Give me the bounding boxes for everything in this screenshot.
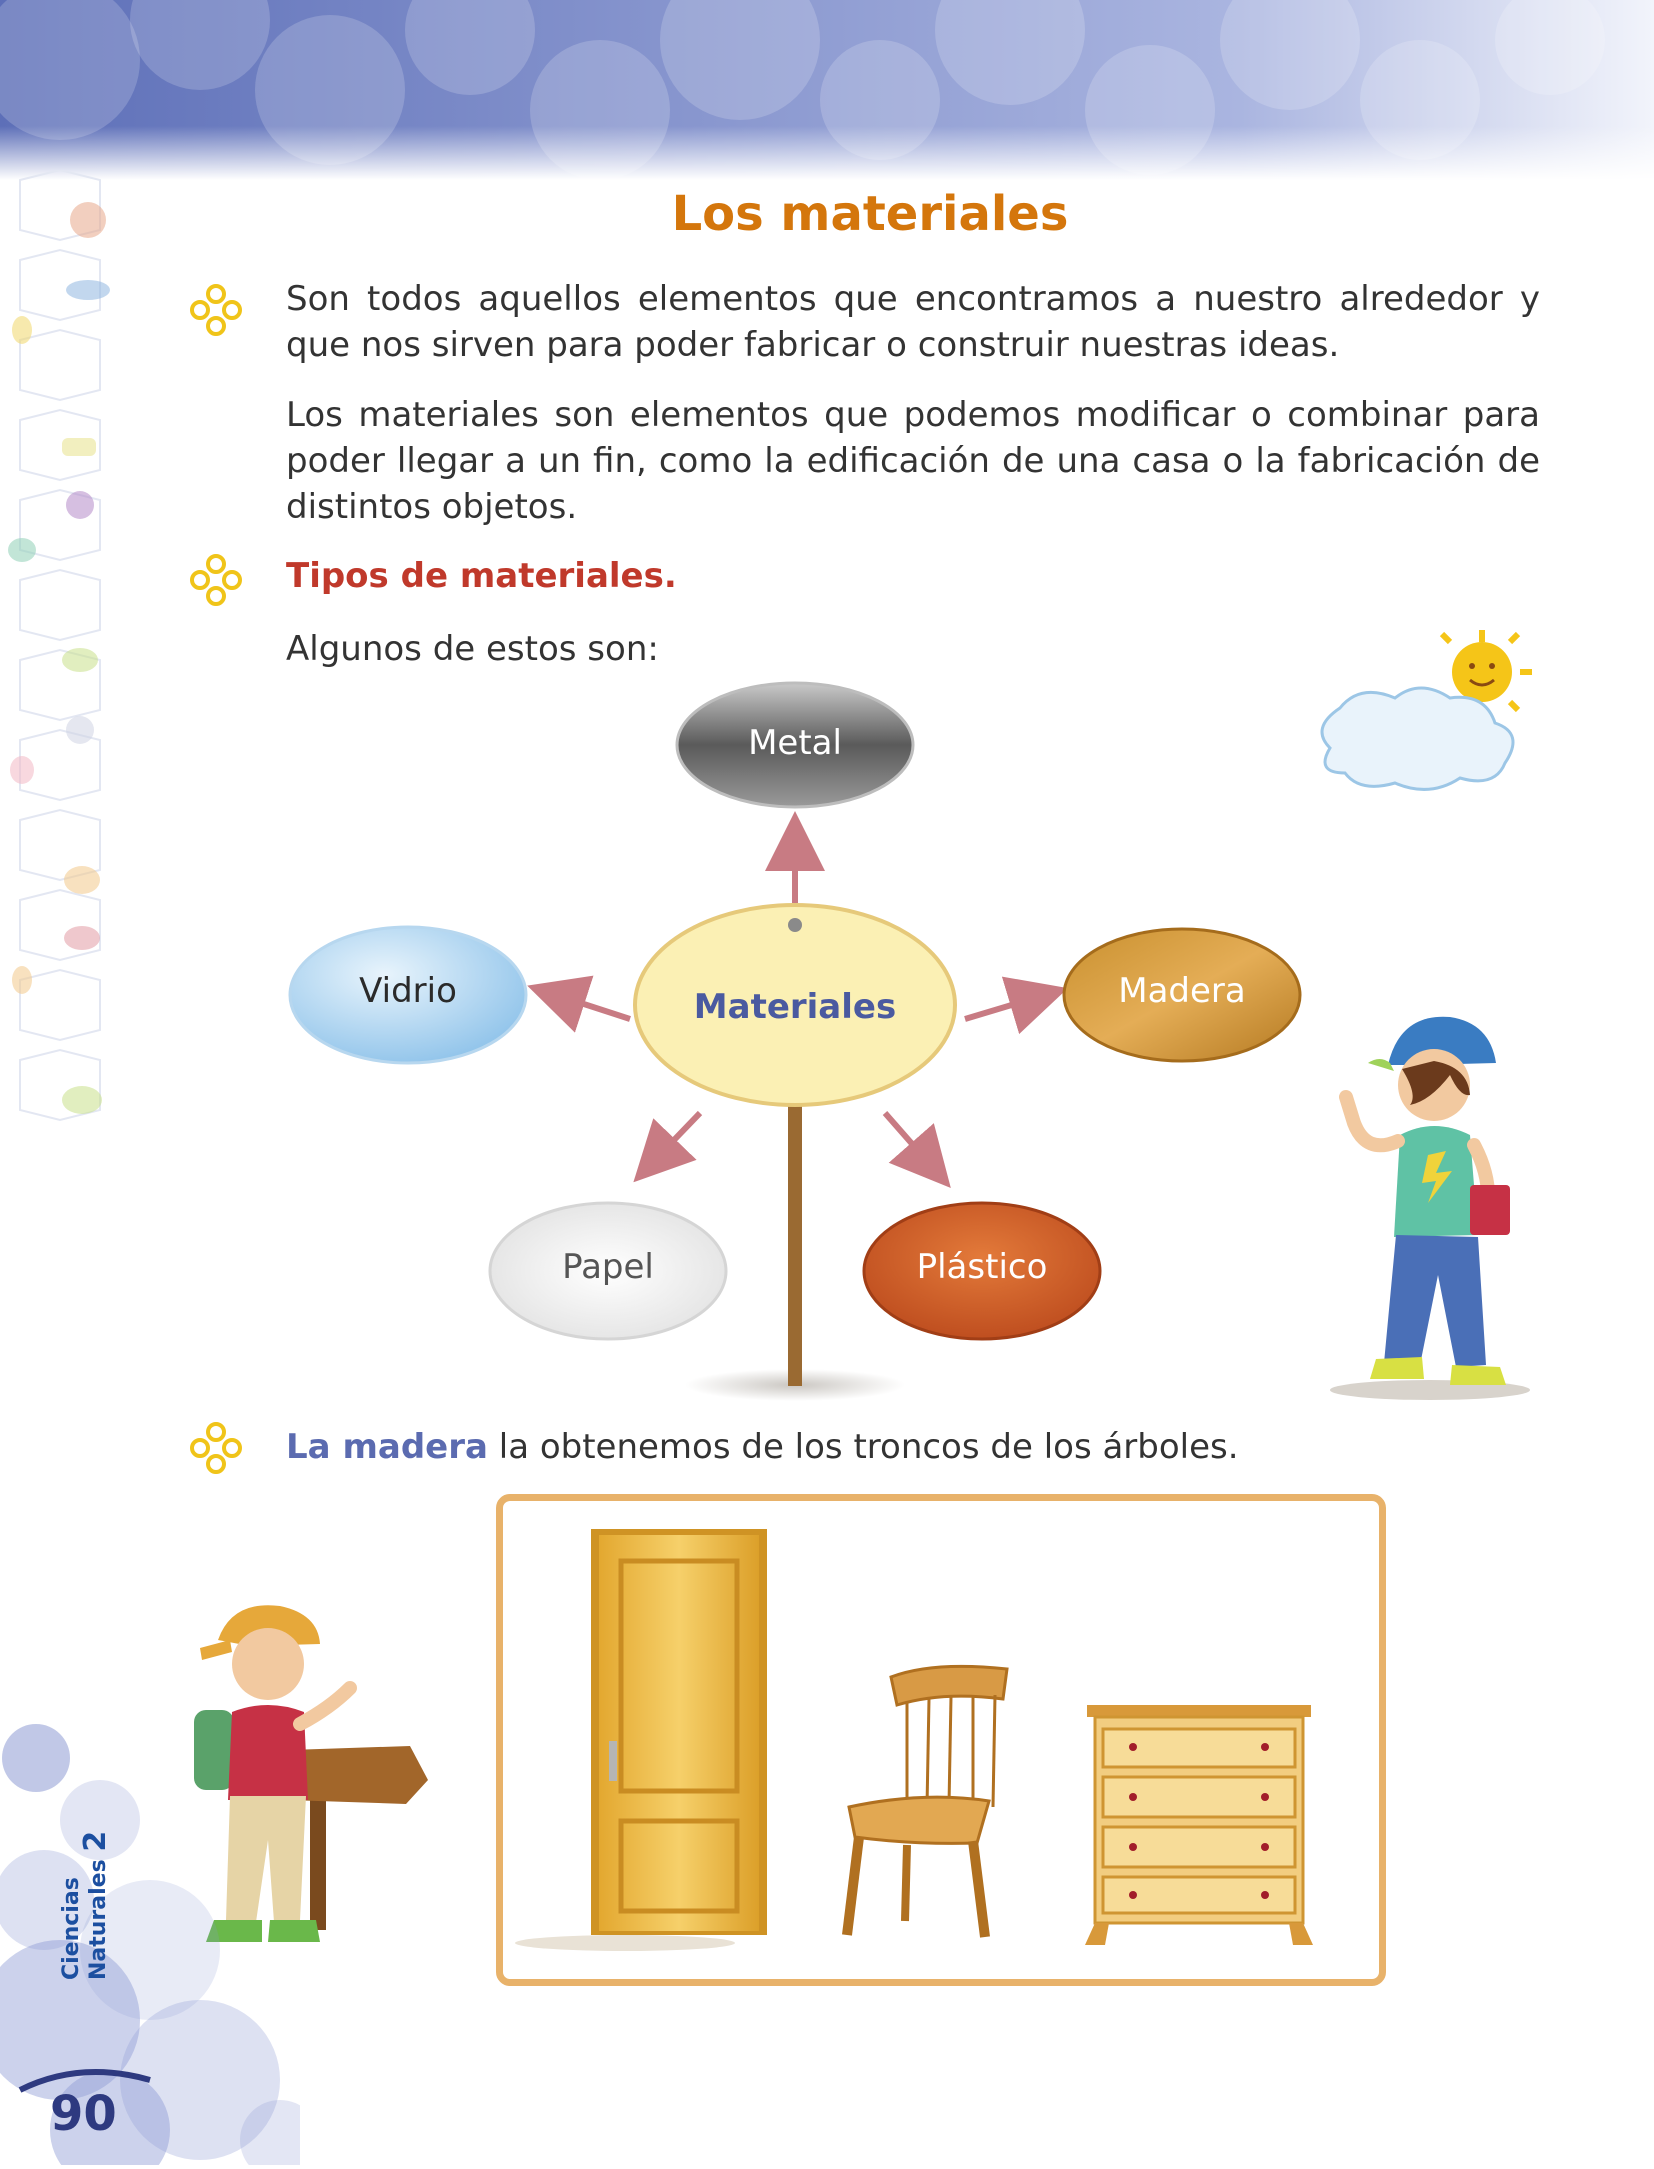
dresser-illustration bbox=[1085, 1705, 1313, 1945]
node-label-madera: Madera bbox=[1118, 971, 1246, 1011]
node-label-vidrio: Vidrio bbox=[359, 971, 457, 1011]
page-number: 90 bbox=[50, 2086, 117, 2142]
door-illustration bbox=[515, 1529, 767, 1951]
book-title-line-1: Ciencias bbox=[59, 1877, 84, 1980]
book-title-vertical bbox=[60, 1831, 111, 1980]
flower-bullet-icon bbox=[186, 1418, 246, 1478]
wood-objects-frame bbox=[496, 1494, 1386, 1986]
node-label-papel: Papel bbox=[562, 1247, 654, 1287]
arrow-to-plastico bbox=[885, 1113, 935, 1170]
types-heading: Tipos de materiales. bbox=[286, 556, 677, 596]
intro-paragraph-2: Los materiales son elementos que podemos modificar o combinar para poder llegar a un fin, como la edificación de una casa o la fabricación de distintos objetos. bbox=[286, 395, 1540, 527]
footer-bubbles-decoration bbox=[0, 1700, 300, 2165]
sun-cloud-illustration bbox=[1300, 628, 1550, 808]
node-label-plastico: Plástico bbox=[916, 1247, 1048, 1287]
flower-bullet-icon bbox=[186, 280, 246, 340]
sign-post bbox=[788, 1100, 802, 1386]
side-hexagon-decoration bbox=[0, 170, 140, 1290]
materials-concept-diagram bbox=[280, 665, 1310, 1405]
pin bbox=[788, 918, 802, 932]
book-title-line-2: Naturales 2 bbox=[78, 1830, 113, 1980]
header-bubbles-banner bbox=[0, 0, 1654, 180]
node-label-metal: Metal bbox=[748, 723, 842, 763]
wood-text: la obtenemos de los troncos de los árboles. bbox=[487, 1427, 1239, 1467]
node-label-center: Materiales bbox=[693, 987, 897, 1027]
page-title: Los materiales bbox=[671, 186, 1069, 242]
arrow-to-madera bbox=[965, 995, 1045, 1019]
book-grade: 2 bbox=[78, 1830, 113, 1852]
arrow-to-vidrio bbox=[550, 993, 630, 1019]
flower-bullet-icon bbox=[186, 550, 246, 610]
wood-sentence bbox=[286, 1424, 1239, 1470]
intro-paragraph-1: Son todos aquellos elementos que encontramos a nuestro alrededor y que nos sirven para poder fabricar o construir nuestras ideas. bbox=[286, 279, 1540, 365]
arrow-to-papel bbox=[650, 1113, 700, 1165]
types-intro: Algunos de estos son: bbox=[286, 629, 659, 669]
boy-pointing-illustration bbox=[1310, 1005, 1550, 1405]
chair-illustration bbox=[847, 1666, 1007, 1937]
wood-term: La madera bbox=[286, 1427, 488, 1467]
